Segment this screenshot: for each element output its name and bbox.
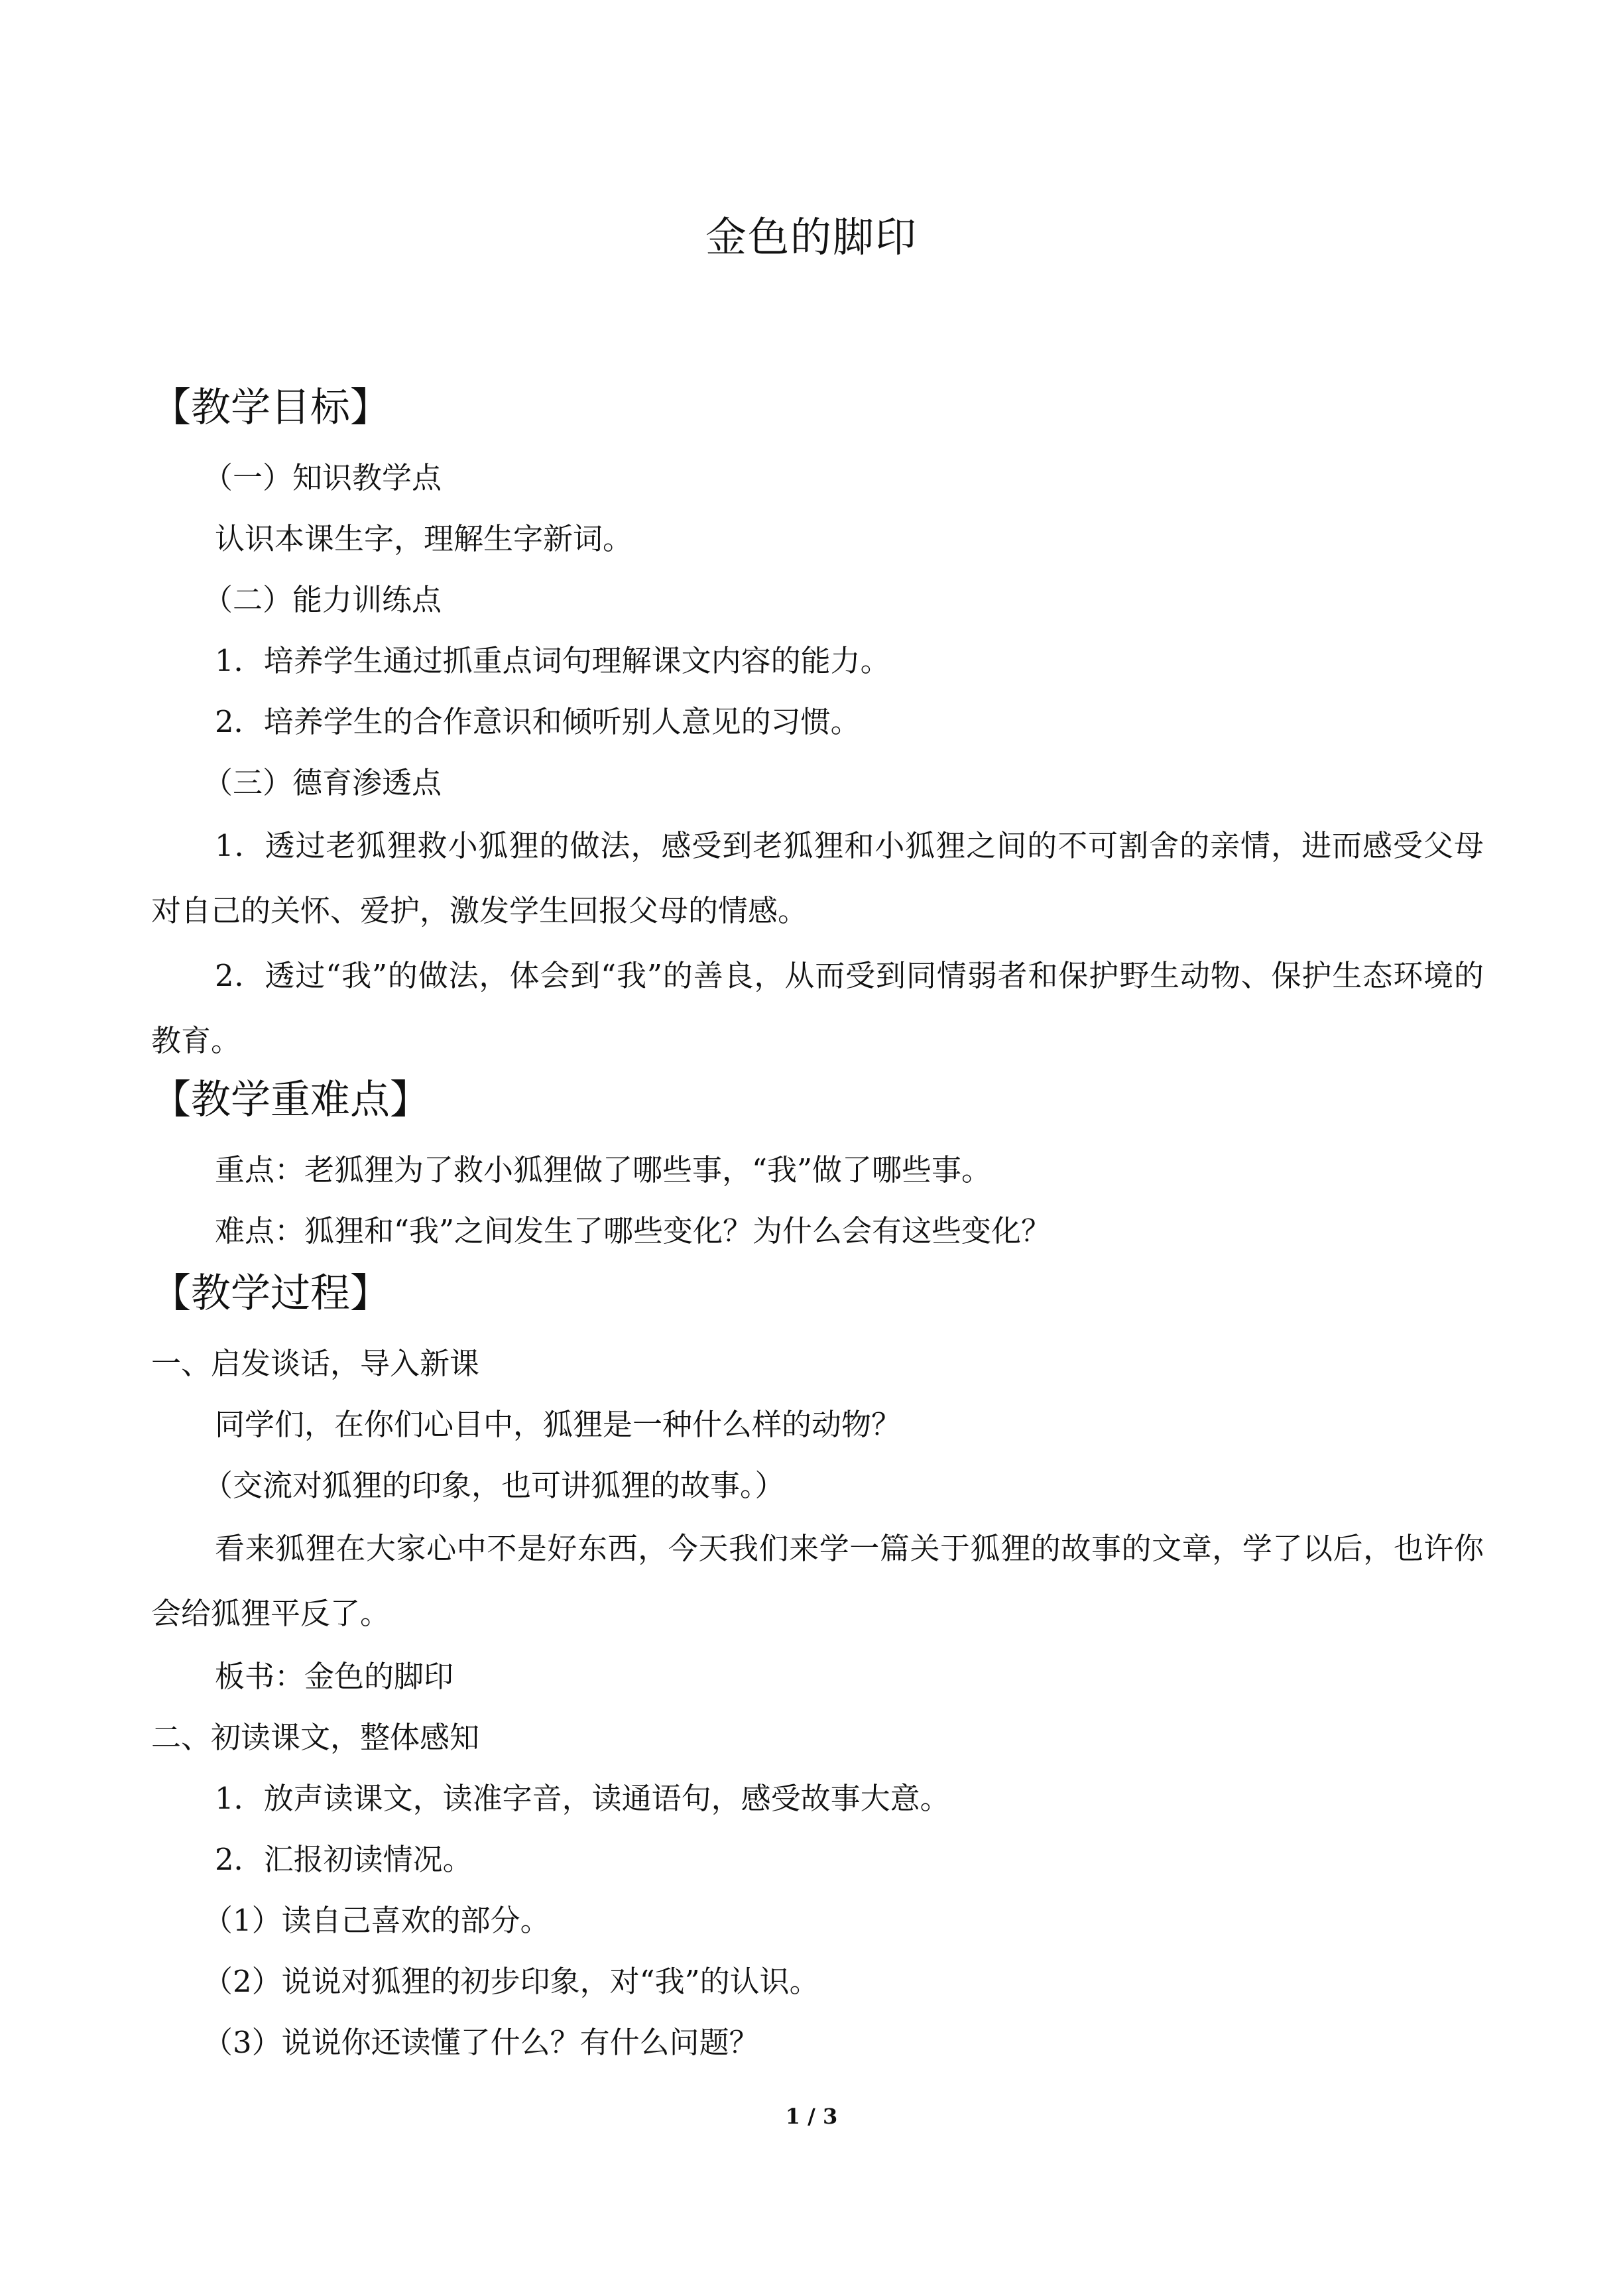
section-heading-key-points: 【教学重难点】 bbox=[151, 1077, 430, 1123]
moral-item-2: 2．透过“我”的做法，体会到“我”的善良，从而受到同情弱者和保护野生动物、保护生态环境的教育。 bbox=[151, 958, 1484, 1058]
section-heading-process: 【教学过程】 bbox=[151, 1270, 390, 1317]
step1-question: 同学们，在你们心目中，狐狸是一种什么样的动物？ bbox=[215, 1407, 902, 1442]
ability-item-1: 1．培养学生通过抓重点词句理解课文内容的能力。 bbox=[215, 643, 890, 678]
step1-title: 一、启发谈话，导入新课 bbox=[151, 1346, 480, 1381]
document-title: 金色的脚印 bbox=[705, 213, 918, 261]
step1-intro: 看来狐狸在大家心中不是好东西，今天我们来学一篇关于狐狸的故事的文章，学了以后，也许你会给狐狸平反了。 bbox=[151, 1531, 1484, 1631]
ability-item-2: 2．培养学生的合作意识和倾听别人意见的习惯。 bbox=[215, 704, 861, 739]
step2-item-1: 1．放声读课文，读准字音，读通语句，感受故事大意。 bbox=[215, 1781, 950, 1816]
moral-item-1: 1．透过老狐狸救小狐狸的做法，感受到老狐狸和小狐狸之间的不可割舍的亲情，进而感受父母对自己的关怀、爱护，激发学生回报父母的情感。 bbox=[151, 828, 1484, 928]
step2-title: 二、初读课文，整体感知 bbox=[151, 1720, 480, 1755]
knowledge-label: （一）知识教学点 bbox=[203, 460, 442, 495]
step1-board: 板书：金色的脚印 bbox=[215, 1659, 454, 1694]
step2-item-2b: （2）说说对狐狸的初步印象，对“我”的认识。 bbox=[203, 1964, 819, 1999]
key-focus: 重点：老狐狸为了救小狐狸做了哪些事，“我”做了哪些事。 bbox=[215, 1152, 992, 1187]
page-number: 1 / 3 bbox=[785, 2104, 838, 2129]
ability-label: （二）能力训练点 bbox=[203, 582, 442, 617]
step2-item-2a: （1）读自己喜欢的部分。 bbox=[203, 1903, 550, 1938]
step1-note: （交流对狐狸的印象，也可讲狐狸的故事。） bbox=[203, 1468, 785, 1503]
document-body bbox=[151, 381, 1484, 2073]
key-difficulty: 难点：狐狸和“我”之间发生了哪些变化？为什么会有这些变化？ bbox=[215, 1213, 1052, 1248]
step2-item-2: 2．汇报初读情况。 bbox=[215, 1842, 473, 1877]
step2-item-2c: （3）说说你还读懂了什么？有什么问题？ bbox=[203, 2025, 759, 2060]
section-heading-goals: 【教学目标】 bbox=[151, 385, 390, 431]
moral-label: （三）德育渗透点 bbox=[203, 765, 442, 800]
knowledge-text: 认识本课生字，理解生字新词。 bbox=[215, 521, 633, 556]
